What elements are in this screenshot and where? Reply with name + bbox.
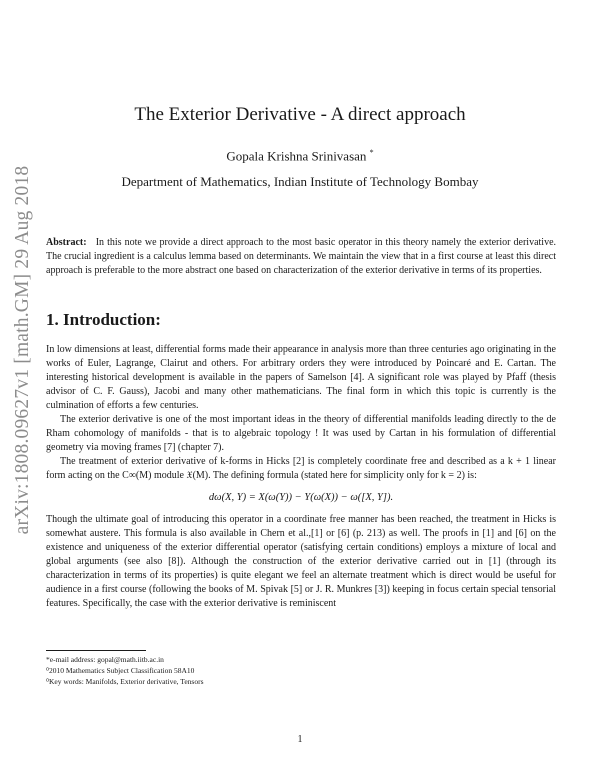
author-name: Gopala Krishna Srinivasan [226,148,367,164]
author-line [0,148,600,164]
footnotes [46,654,556,687]
abstract-label: Abstract: [46,237,87,248]
paragraph-2: The exterior derivative is one of the most important ideas in the theory of differential manifolds leading directly to the de Rham cohomology of manifolds - that is to algebraic topology ! It was used by Cartan in his formulation of differential geometry via moving frames [7] (chapter 7). [46,414,556,453]
section-heading-introduction: 1. Introduction: [46,310,161,329]
paragraph-4: Though the ultimate goal of introducing this operator in a coordinate free manner has been reached, the treatment in Hicks is somewhat austere. This formula is also available in Chern et al.,[1] or [6] (p. 213) as well. The proofs in [1] and [6] on the existence and uniqueness of the exterior differential operator (satisfying certain conditions) employs a mixture of local and global arguments (see also [8]). Although the construction of the exterior derivative carried out in [1] (through its characterization in terms of its properties) is quite elegant we feel an alternate treatment which is direct would be useful for audience in a first course (following the books of M. Spivak [5] or J. R. Munkres [3]) keeping in focus certain special tensorial features. Specifically, the case with the exterior derivative is reminiscent [46,514,556,609]
abstract-text: In this note we provide a direct approach to the most basic operator in this theory namely the exterior derivative. The crucial ingredient is a calculus lemma based on determinants. We maintain the view that in a first course at least this direct approach is preferable to the more abstract one based on characterization of the exterior derivative in terms of its properties. [46,237,557,276]
paper-title: The Exterior Derivative - A direct approach [134,104,466,125]
author-footnote-mark: * [369,148,374,157]
footnote-msc: ⁰2010 Mathematics Subject Classification 58A10 [46,666,195,675]
page-number: 1 [297,734,303,745]
abstract [46,236,556,278]
arxiv-identifier-text: arXiv:1808.09627v1 [math.GM] 29 Aug 2018 [12,165,33,535]
footnote-divider [46,650,146,651]
paragraph-1: In low dimensions at least, differential forms made their appearance in analysis more than three centuries ago originating in the works of Euler, Lagrange, Clairut and others. For arbitrary orders they were introduced by Poincaré and E. Cartan. The interesting historical development is available in the papers of Samelson [4]. A significant role was played by Pfaff (thesis advisor of C. F. Gauss), Jacobi and many other mathematicians. The final form in which this topic is currently is the culmination of efforts a few centuries. [46,344,556,411]
paragraph-3: The treatment of exterior derivative of k-forms in Hicks [2] is completely coordinate free and described as a k + 1 linear form acting on the C∞(M) module 𝔛(M). The defining formula (stated here for simplicity only for k = 2) is: [46,456,556,481]
footnote-keywords: ⁰Key words: Manifolds, Exterior derivative, Tensors [46,677,204,686]
display-formula: dω(X, Y) = X(ω(Y)) − Y(ω(X)) − ω([X, Y]). [208,492,394,503]
affiliation: Department of Mathematics, Indian Institute of Technology Bombay [121,174,479,189]
footnote-email: *e-mail address: gopal@math.iitb.ac.in [46,655,164,664]
arxiv-identifier [12,140,34,560]
introduction-body [46,343,556,611]
